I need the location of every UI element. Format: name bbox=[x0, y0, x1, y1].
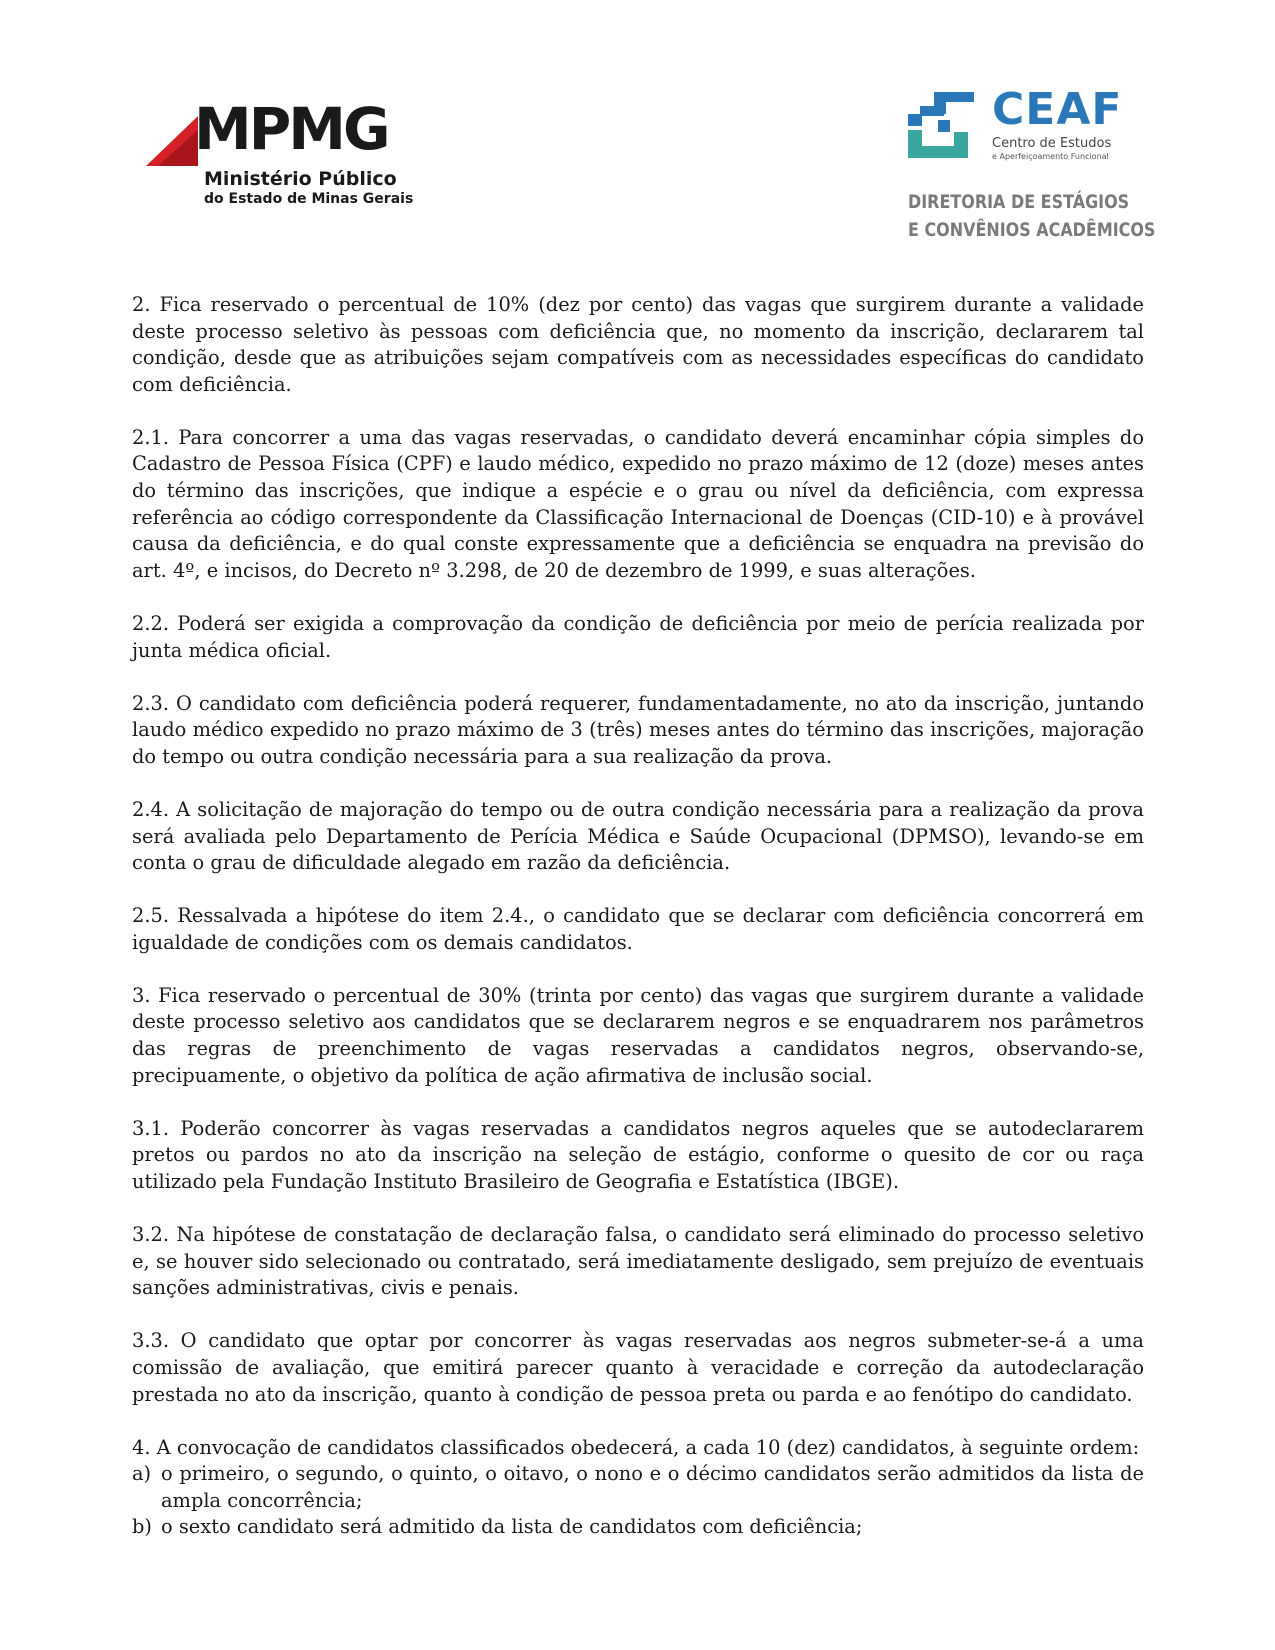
mpmg-name-line2: do Estado de Minas Gerais bbox=[204, 191, 414, 207]
paragraph-2-3: 2.3. O candidato com deficiência poderá requerer, fundamentadamente, no ato da inscrição, juntando laudo médico expedido no prazo máximo de 3 (três) meses antes do término das inscrições, majoração do tempo ou outra condição necessária para a sua realização da prova. bbox=[132, 691, 1144, 768]
paragraph-2-5: 2.5. Ressalvada a hipótese do item 2.4., o candidato que se declarar com deficiência concorrerá em igualdade de condições com os demais candidatos. bbox=[132, 904, 1144, 954]
ceaf-subtitle-1: Centro de Estudos bbox=[992, 136, 1112, 151]
paragraph-4: 4. A convocação de candidatos classificados obedecerá, a cada 10 (dez) candidatos, à seguinte ordem: bbox=[132, 1435, 1140, 1459]
list-item bbox=[132, 1514, 1144, 1541]
ceaf-subtitle-2: e Aperfeiçoamento Funcional bbox=[992, 152, 1109, 161]
paragraph-2-2: 2.2. Poderá ser exigida a comprovação da condição de deficiência por meio de perícia realizada por junta médica oficial. bbox=[132, 611, 1144, 662]
list-marker: b) bbox=[132, 1515, 152, 1539]
ceaf-directorate-line2: E CONVÊNIOS ACADÊMICOS bbox=[908, 219, 1156, 241]
paragraph-3-1: 3.1. Poderão concorrer às vagas reservadas a candidatos negros aqueles que se autodeclararem pretos ou pardos no ato da inscrição na seleção de estágio, conforme o quesito de cor ou raça utilizado pela Fundação Instituto Brasileiro de Geografia e Estatística (IBGE). bbox=[132, 1116, 1144, 1193]
mpmg-name-line1: Ministério Público bbox=[204, 168, 397, 190]
paragraph-3-2: 3.2. Na hipótese de constatação de declaração falsa, o candidato será eliminado do processo seletivo e, se houver sido selecionado ou contratado, será imediatamente desligado, sem prejuízo de eventuais sanções administrativas, civis e penais. bbox=[132, 1223, 1144, 1300]
paragraph-2-1: 2.1. Para concorrer a uma das vagas reservadas, o candidato deverá encaminhar cópia simples do Cadastro de Pessoa Física (CPF) e laudo médico, expedido no prazo máximo de 12 (doze) meses antes do término das inscrições, que indique a espécie e o grau ou nível da deficiência, com expressa referência ao código correspondente da Classificação Internacional de Doenças (CID-10) e à provável causa da deficiência, e do qual conste expressamente que a deficiência se enquadra na previsão do art. 4º, e incisos, do Decreto nº 3.298, de 20 de dezembro de 1999, e suas alterações. bbox=[132, 425, 1144, 582]
ceaf-directorate bbox=[908, 188, 1155, 244]
paragraph-2-4: 2.4. A solicitação de majoração do tempo ou de outra condição necessária para a realização da prova será avaliada pelo Departamento de Perícia Médica e Saúde Ocupacional (DPMSO), levando-se em conta o grau de dificuldade alegado em razão da deficiência. bbox=[132, 797, 1144, 875]
ceaf-wordmark: CEAF bbox=[992, 84, 1123, 135]
ceaf-directorate-line1: DIRETORIA DE ESTÁGIOS bbox=[908, 191, 1130, 213]
ceaf-blocks-icon bbox=[908, 92, 986, 158]
mpmg-logo bbox=[146, 95, 414, 208]
ceaf-logo bbox=[908, 84, 1156, 242]
paragraph-2: 2. Fica reservado o percentual de 10% (dez por cento) das vagas que surgirem durante a validade deste processo seletivo às pessoas com deficiência que, no momento da inscrição, declararem tal condição, desde que as atribuições sejam compatíveis com as necessidades específicas do candidato com deficiência. bbox=[132, 293, 1144, 396]
list-item-text: o sexto candidato será admitido da lista de candidatos com deficiência; bbox=[161, 1515, 863, 1539]
mpmg-wordmark: MPMG bbox=[194, 95, 388, 163]
paragraph-3: 3. Fica reservado o percentual de 30% (trinta por cento) das vagas que surgirem durante a validade deste processo seletivo aos candidatos que se declararem negros e se enquadrarem nos parâmetros das regras de preenchimento de vagas reservadas a candidatos negros, observando-se, precipuamente, o objetivo da política de ação afirmativa de inclusão social. bbox=[132, 983, 1144, 1087]
list-item bbox=[132, 1461, 1144, 1514]
list-item-text: o primeiro, o segundo, o quinto, o oitavo, o nono e o décimo candidatos serão admitidos da lista de ampla concorrência; bbox=[161, 1462, 1144, 1512]
paragraph-3-3: 3.3. O candidato que optar por concorrer às vagas reservadas aos negros submeter-se-á a uma comissão de avaliação, que emitirá parecer quanto à veracidade e correção da autodeclaração prestada no ato da inscrição, quanto à condição de pessoa preta ou parda e ao fenótipo do candidato. bbox=[132, 1329, 1144, 1406]
document-body bbox=[132, 292, 1144, 1541]
convocation-order-list bbox=[132, 1461, 1144, 1541]
list-marker: a) bbox=[132, 1462, 152, 1486]
